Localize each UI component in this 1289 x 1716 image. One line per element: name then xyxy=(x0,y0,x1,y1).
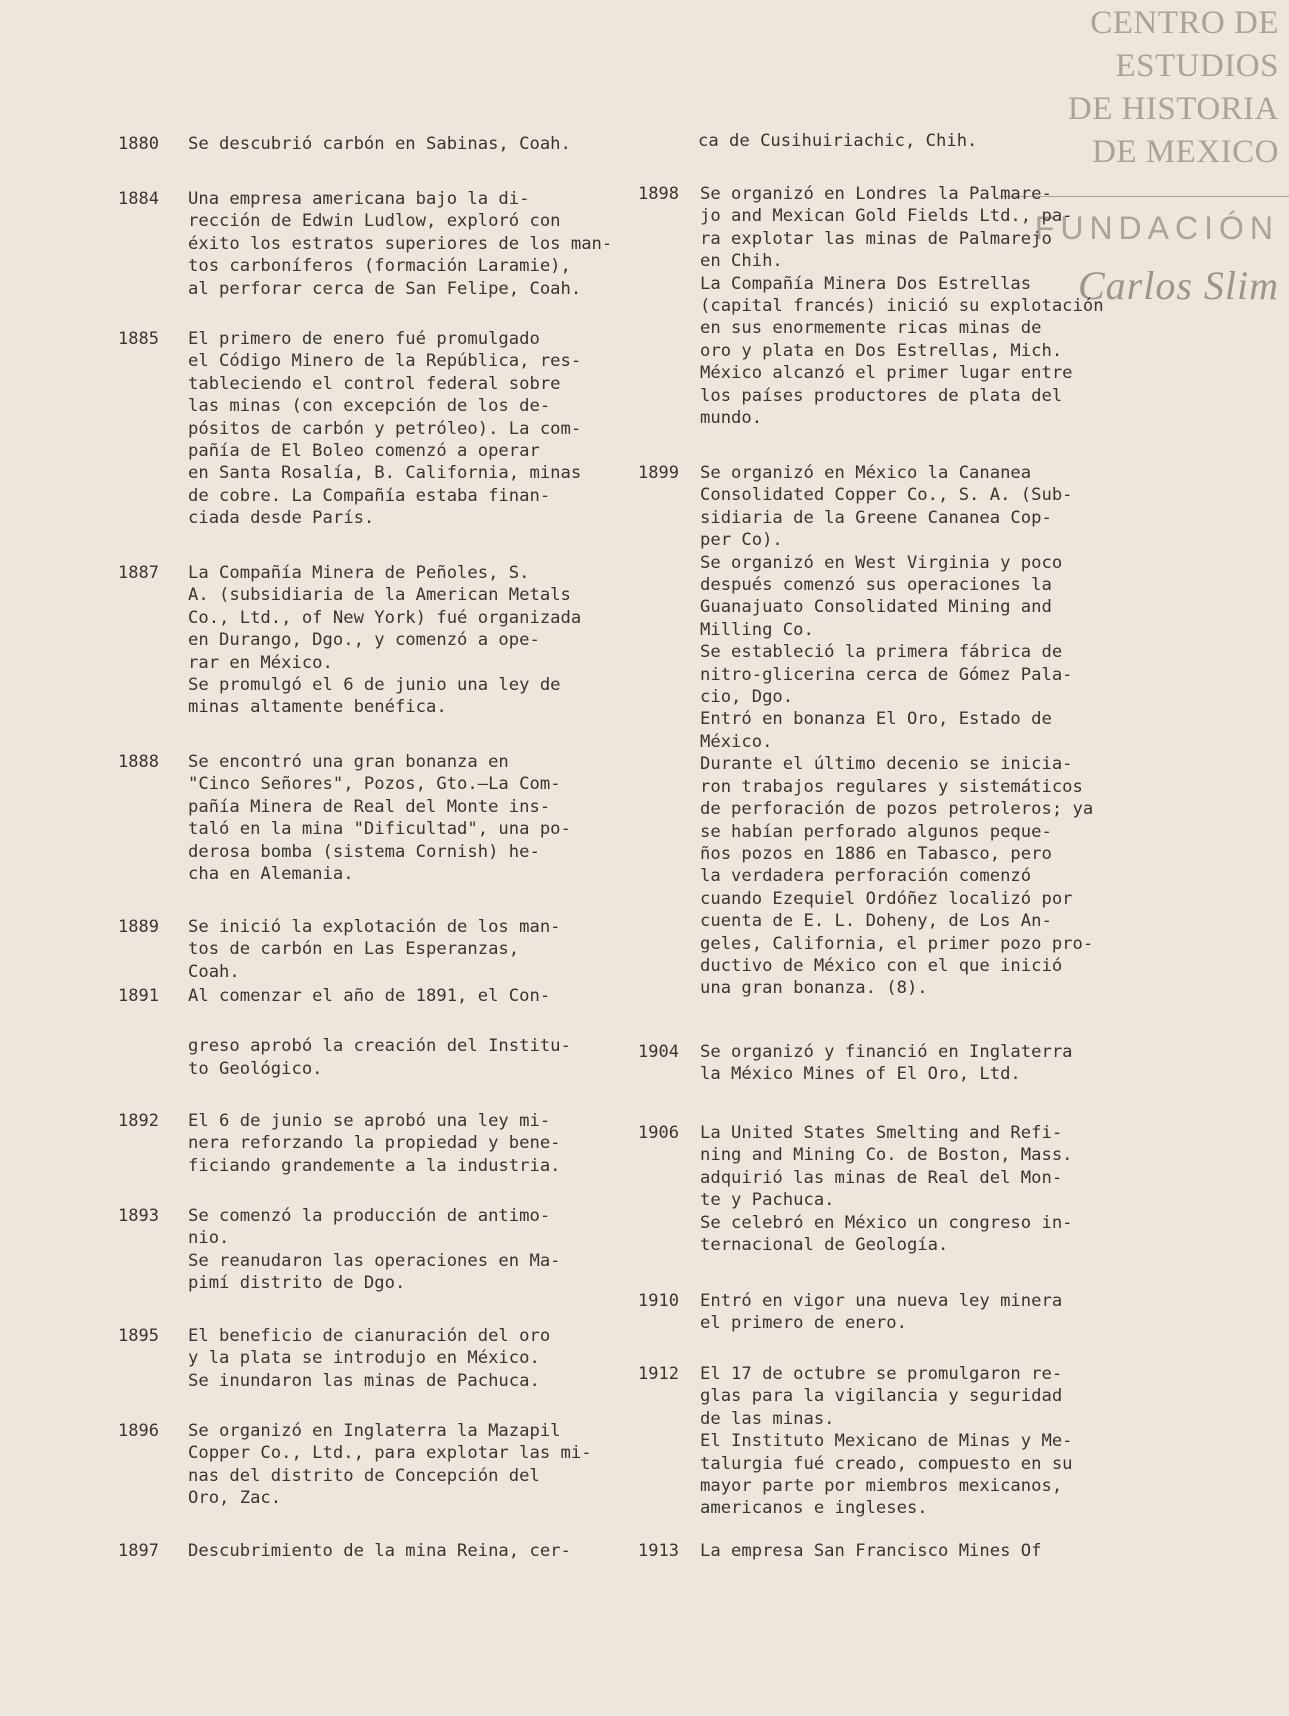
chronology-entry xyxy=(118,328,618,530)
entry-paragraph: Se estableció la primera fábrica de nitro-glicerina cerca de Gómez Pala- cio, Dgo. xyxy=(700,642,1073,708)
chronology-entry xyxy=(118,188,618,300)
chronology-entry xyxy=(118,562,618,719)
entry-paragraph: La Compañía Minera Dos Estrellas (capital francés) inició su explotación en sus enormemente ricas minas de oro y plata en Dos Estrellas, Mich. xyxy=(700,273,1104,361)
entry-paragraph: Se inició la explotación de los man- tos de carbón en Las Esperanzas, Coah. xyxy=(188,917,561,982)
entry-paragraph: El primero de enero fué promulgado el Código Minero de la República, res- tableciendo el control federal sobre las minas (con excepción de los de- pósitos de carbón y petróleo). La com- pañía de El Boleo comenzó a operar en Santa Rosalía, B. California, minas de cobre. La Compañía estaba finan- ciada desde París. xyxy=(188,329,582,529)
entry-paragraph: Se comenzó la producción de antimo- nio. xyxy=(188,1206,551,1249)
entry-paragraph: Al comenzar el año de 1891, el Con- xyxy=(188,986,551,1006)
entry-paragraph: La Compañía Minera de Peñoles, S. A. (subsidiaria de la American Metals Co., Ltd., of New York) fué organizada en Durango, Dgo., y comenzó a ope- rar en México. xyxy=(188,563,582,673)
entry-text xyxy=(188,1205,618,1295)
entry-paragraph: Descubrimiento de la mina Reina, cer- xyxy=(188,1541,571,1561)
entry-year: 1885 xyxy=(118,329,159,349)
entry-year: 1893 xyxy=(118,1206,159,1226)
entry-paragraph: El 6 de junio se aprobó una ley mi- nera reforzando la propiedad y bene- ficiando grandemente a la industria. xyxy=(188,1111,561,1176)
chronology-entry xyxy=(118,1110,618,1177)
entry-paragraph: El 17 de octubre se promulgaron re- glas para la vigilancia y seguridad de las minas. xyxy=(700,1364,1063,1429)
entry-year: 1910 xyxy=(638,1291,679,1311)
entry-year: 1895 xyxy=(118,1326,159,1346)
chronology-entry xyxy=(118,1205,618,1295)
entry-year: 1904 xyxy=(638,1042,679,1062)
chronology-entry xyxy=(638,1122,1138,1256)
chronology-entry xyxy=(638,183,1138,429)
entry-paragraph: El beneficio de cianuración del oro y la plata se introdujo en México. xyxy=(188,1326,551,1369)
entry-year: 1913 xyxy=(638,1541,679,1561)
entry-text xyxy=(188,133,618,155)
entry-paragraph: Se inundaron las minas de Pachuca. xyxy=(188,1370,540,1391)
entry-text xyxy=(188,562,618,719)
chronology-entry xyxy=(638,1363,1138,1520)
entry-text xyxy=(700,1041,1138,1086)
entry-paragraph: El Instituto Mexicano de Minas y Me- talurgia fué creado, compuesto en su mayor parte por miembros mexicanos, americanos e ingleses. xyxy=(700,1431,1073,1519)
entry-paragraph: Se organizó en Inglaterra la Mazapil Copper Co., Ltd., para explotar las mi- nas del distrito de Concepción del Oro, Zac. xyxy=(188,1421,592,1509)
chronology-entry xyxy=(638,1540,1138,1562)
entry-paragraph: greso aprobó la creación del Institu- to Geológico. xyxy=(188,1036,571,1079)
chronology-entry xyxy=(638,1041,1138,1086)
entry-year: 1887 xyxy=(118,563,159,583)
entry-year: 1899 xyxy=(638,463,679,483)
entry-text xyxy=(188,1110,618,1177)
entry-text xyxy=(188,188,618,300)
entry-text xyxy=(188,1420,618,1510)
entry-year: 1884 xyxy=(118,189,159,209)
chronology-entry xyxy=(638,1290,1138,1335)
entry-paragraph: Se organizó en México la Cananea Consolidated Copper Co., S. A. (Sub- sidiaria de la Greene Cananea Cop- per Co). xyxy=(700,463,1073,551)
entry-text xyxy=(188,985,618,1080)
entry-text xyxy=(188,1325,618,1392)
entry-paragraph: Se reanudaron las operaciones en Ma- pimí distrito de Dgo. xyxy=(188,1250,561,1294)
chronology-entry xyxy=(118,1420,618,1510)
entry-year: 1912 xyxy=(638,1364,679,1384)
watermark-line: DE MEXICO xyxy=(1092,134,1279,170)
entry-year: 1897 xyxy=(118,1541,159,1561)
entry-paragraph: Se encontró una gran bonanza en "Cinco Señores", Pozos, Gto.—La Com- pañía Minera de Real del Monte ins- taló en la mina "Dificultad", una po- derosa bomba (sistema Cornish) he- cha en Alemania. xyxy=(188,752,571,885)
chronology-entry xyxy=(118,133,618,155)
entry-paragraph: Una empresa americana bajo la di- rección de Edwin Ludlow, exploró con éxito los estratos superiores de los man- tos carboníferos (formación Laramie), al perforar cerca de San Felipe, Coah. xyxy=(188,189,613,299)
chronology-entry xyxy=(118,1325,618,1392)
chronology-entry xyxy=(118,1540,618,1562)
entry-text xyxy=(698,130,1136,152)
entry-year: 1888 xyxy=(118,752,159,772)
entry-text xyxy=(700,183,1138,429)
entry-text xyxy=(700,462,1138,1000)
entry-paragraph: La United States Smelting and Refi- ning and Mining Co. de Boston, Mass. adquirió las minas de Real del Mon- te y Pachuca. xyxy=(700,1123,1073,1211)
entry-paragraph: Se celebró en México un congreso in- ternacional de Geología. xyxy=(700,1212,1073,1256)
entry-year: 1889 xyxy=(118,917,159,937)
watermark-line: CENTRO DE xyxy=(1090,5,1279,41)
entry-year: 1898 xyxy=(638,184,679,204)
entry-paragraph: Entró en vigor una nueva ley minera el primero de enero. xyxy=(700,1291,1063,1334)
entry-paragraph: Se organizó y financió en Inglaterra la México Mines of El Oro, Ltd. xyxy=(700,1042,1073,1085)
entry-text xyxy=(188,328,618,530)
entry-year: 1891 xyxy=(118,986,159,1006)
entry-paragraph: Se organizó en West Virginia y poco después comenzó sus operaciones la Guanajuato Consolidated Mining and Milling Co. xyxy=(700,552,1063,640)
chronology-entry xyxy=(118,985,618,1080)
chronology-entry xyxy=(638,462,1138,1000)
entry-text xyxy=(700,1540,1138,1562)
chronology-entry xyxy=(118,916,618,983)
entry-paragraph: México alcanzó el primer lugar entre los países productores de plata del mundo. xyxy=(700,363,1073,429)
entry-paragraph: Se promulgó el 6 de junio una ley de minas altamente benéfica. xyxy=(188,675,561,718)
entry-paragraph: Durante el último decenio se inicia- ron trabajos regulares y sistemáticos de perforación de pozos petroleros; ya se habían perforado algunos peque- ños pozos en 1886 en Tabasco, pero la verdadera perforación comenzó cuando Ezequiel Ordóñez localizó por cuenta de E. L. Doheny, de Los An- geles, California, el primer pozo pro- ductivo de México con el que inició una gran bonanza. (8). xyxy=(700,754,1094,999)
entry-year: 1892 xyxy=(118,1111,159,1131)
entry-paragraph: Entró en bonanza El Oro, Estado de México. xyxy=(700,709,1052,752)
entry-text xyxy=(700,1122,1138,1256)
watermark-signature: Carlos Slim xyxy=(1077,263,1279,308)
entry-paragraph: ca de Cusihuiriachic, Chih. xyxy=(698,131,978,151)
entry-text xyxy=(188,751,618,885)
entry-paragraph: Se organizó en Londres la Palmare- jo and Mexican Gold Fields Ltd., pa- ra explotar las minas de Palmarejo en Chih. xyxy=(700,184,1073,272)
entry-paragraph: La empresa San Francisco Mines Of xyxy=(700,1541,1042,1561)
watermark-line: ESTUDIOS xyxy=(1115,48,1279,84)
entry-text xyxy=(700,1363,1138,1520)
entry-year: 1896 xyxy=(118,1421,159,1441)
entry-year: 1906 xyxy=(638,1123,679,1143)
entry-year: 1880 xyxy=(118,134,159,154)
entry-paragraph: Se descubrió carbón en Sabinas, Coah. xyxy=(188,134,571,154)
entry-text xyxy=(188,1540,618,1562)
watermark-fundacion: FUNDACIÓN xyxy=(1034,210,1279,246)
chronology-entry xyxy=(638,130,1138,152)
watermark-line: DE HISTORIA xyxy=(1067,91,1279,127)
chronology-entry xyxy=(118,751,618,885)
entry-text xyxy=(188,916,618,983)
entry-text xyxy=(700,1290,1138,1335)
